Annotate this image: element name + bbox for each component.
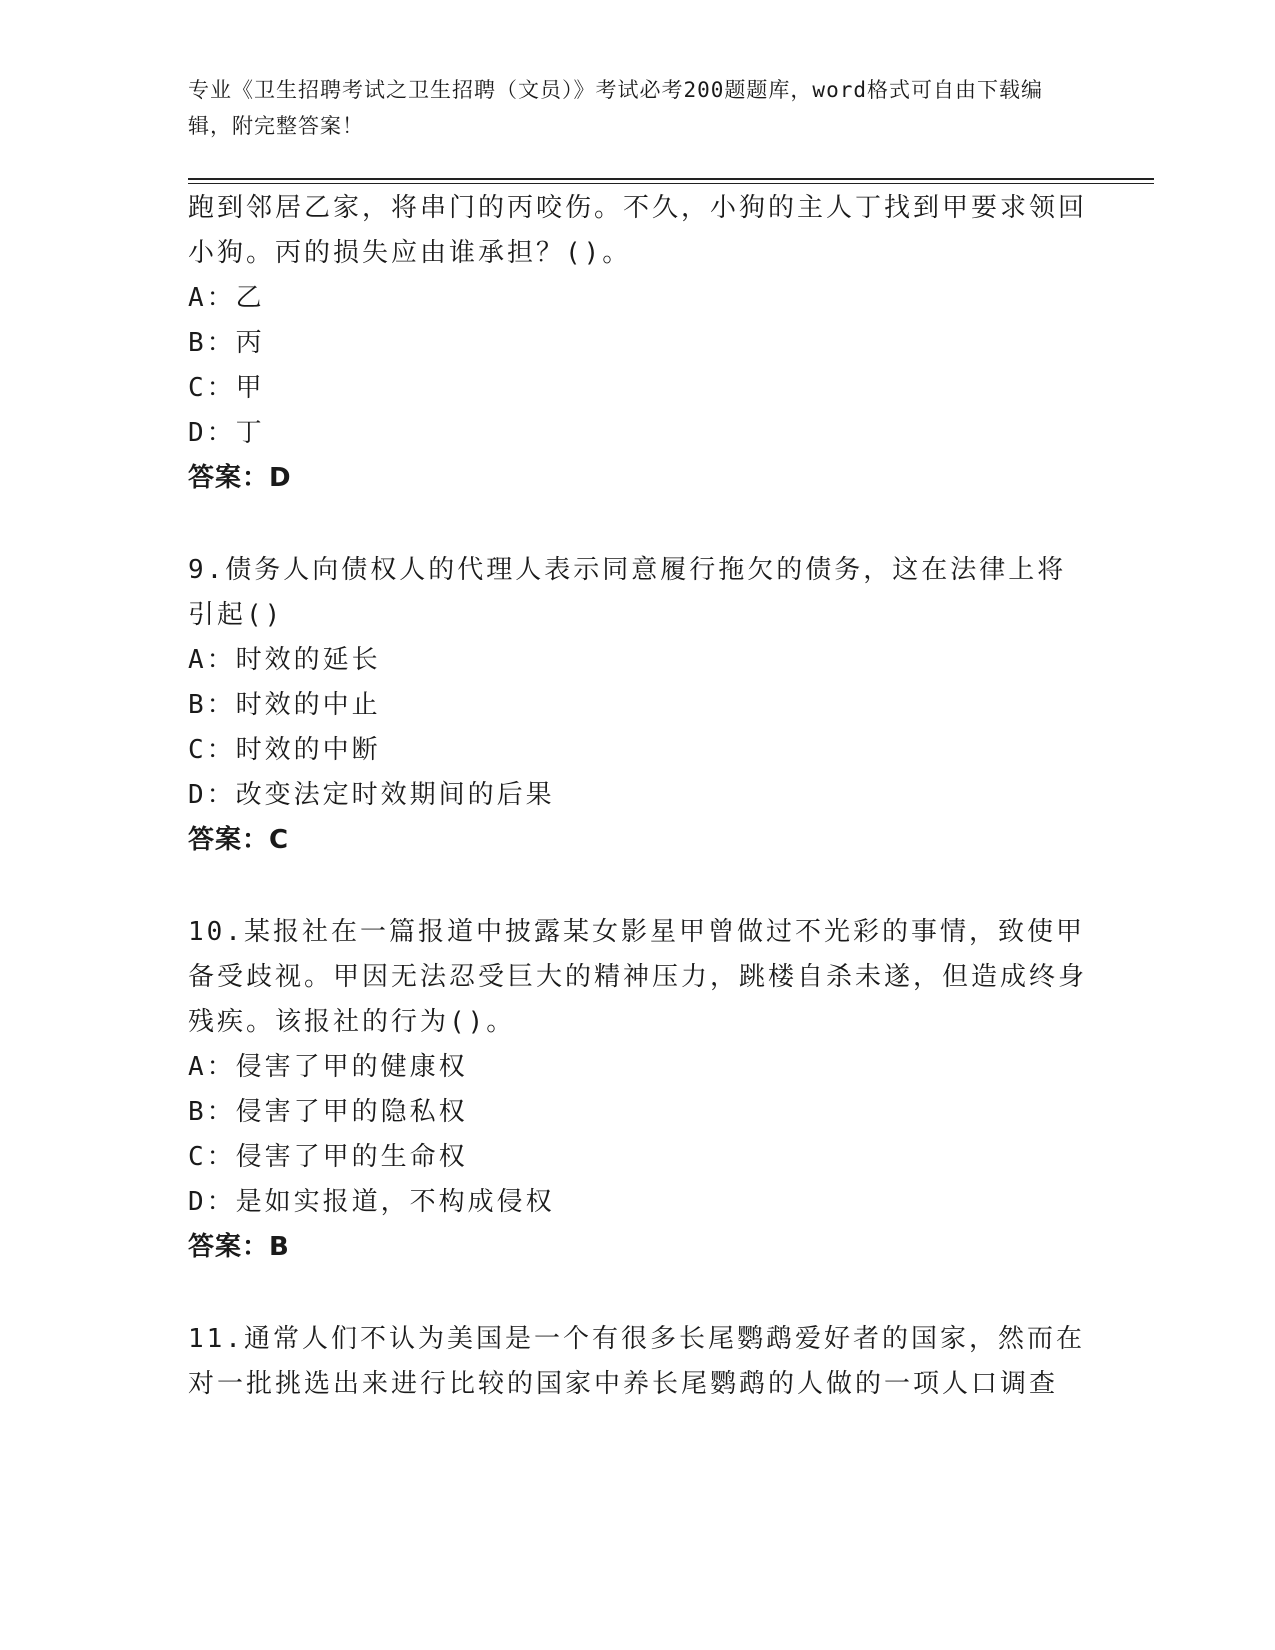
option-b: B：丙: [188, 328, 265, 358]
header-divider-thin: [188, 183, 1154, 184]
question-item: [188, 910, 1088, 1270]
question-text: 9.债务人向债权人的代理人表示同意履行拖欠的债务，这在法律上将引起(): [188, 555, 1067, 630]
option-c: C：甲: [188, 373, 265, 403]
option-d: D：是如实报道，不构成侵权: [188, 1187, 555, 1217]
option-c: C：侵害了甲的生命权: [188, 1142, 468, 1172]
question-text: 11.通常人们不认为美国是一个有很多长尾鹦鹉爱好者的国家，然而在对一批挑选出来进行比较的国家中养长尾鹦鹉的人做的一项人口调查: [188, 1324, 1085, 1399]
option-d: D：改变法定时效期间的后果: [188, 780, 555, 810]
option-c: C：时效的中断: [188, 735, 381, 765]
question-text: 10.某报社在一篇报道中披露某女影星甲曾做过不光彩的事情，致使甲备受歧视。甲因无法忍受巨大的精神压力，跳楼自杀未遂，但造成终身残疾。该报社的行为()。: [188, 917, 1088, 1037]
question-item: [188, 186, 1088, 501]
option-b: B：侵害了甲的隐私权: [188, 1097, 468, 1127]
option-a: A：时效的延长: [188, 645, 381, 675]
answer-line: 答案：C: [188, 825, 290, 855]
answer-line: 答案：D: [188, 463, 292, 493]
header-divider-thick: [188, 178, 1154, 180]
answer-line: 答案：B: [188, 1232, 290, 1262]
option-d: D：丁: [188, 418, 265, 448]
question-item: [188, 1317, 1088, 1407]
question-item: [188, 548, 1088, 863]
option-a: A：乙: [188, 283, 265, 313]
question-text: 跑到邻居乙家，将串门的丙咬伤。不久，小狗的主人丁找到甲要求领回小狗。丙的损失应由谁承担？()。: [188, 193, 1088, 268]
question-list: [188, 186, 1088, 1407]
page-header: 专业《卫生招聘考试之卫生招聘（文员）》考试必考200题题库，word格式可自由下载编辑，附完整答案！: [188, 78, 1043, 138]
option-a: A：侵害了甲的健康权: [188, 1052, 468, 1082]
option-b: B：时效的中止: [188, 690, 381, 720]
